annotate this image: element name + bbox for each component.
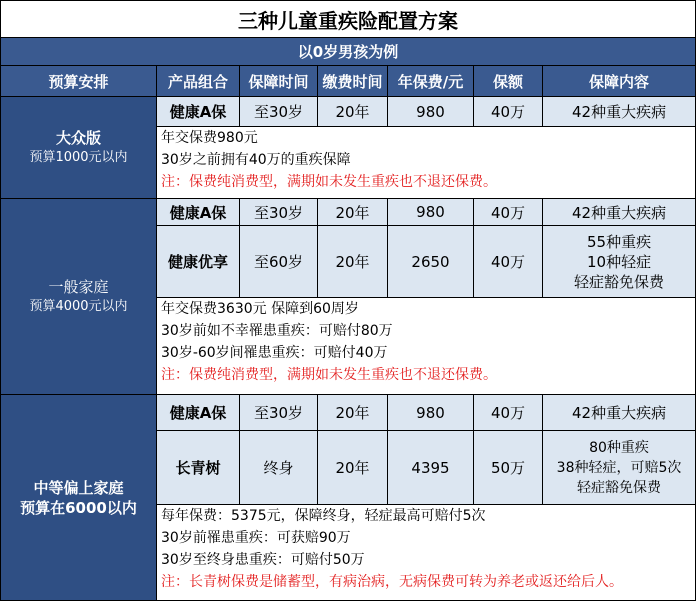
product-amount: 50万 (474, 431, 543, 505)
product-premium: 980 (388, 199, 474, 226)
header-product: 产品组合 (157, 66, 240, 97)
product-premium: 980 (388, 395, 474, 431)
product-premium: 980 (388, 97, 474, 127)
header-term: 保障时间 (240, 66, 318, 97)
product-premium: 4395 (388, 431, 474, 505)
product-pay: 20年 (318, 431, 388, 505)
plan-budget: 预算1000元以内 (29, 149, 128, 165)
product-name: 健康A保 (157, 395, 240, 431)
plan-label (1, 199, 157, 395)
product-coverage: 42种重大疾病 (543, 395, 696, 431)
product-term: 至30岁 (240, 199, 318, 226)
table-row (1, 97, 696, 127)
coverage-line: 轻症豁免保费 (577, 479, 662, 496)
header-premium: 年保费/元 (388, 66, 474, 97)
header-budget: 预算安排 (1, 66, 157, 97)
plan-label (1, 395, 157, 601)
product-coverage (543, 431, 696, 505)
product-coverage: 42种重大疾病 (543, 199, 696, 226)
table-row (1, 199, 696, 226)
plan-notes (157, 298, 696, 395)
product-amount: 40万 (474, 97, 543, 127)
coverage-line: 80种重疾 (589, 439, 649, 456)
product-term: 至30岁 (240, 97, 318, 127)
plan-budget: 预算4000元以内 (29, 298, 128, 314)
header-coverage: 保障内容 (543, 66, 696, 97)
plan-name: 中等偏上家庭 (33, 478, 124, 497)
product-term: 终身 (240, 431, 318, 505)
product-pay: 20年 (318, 226, 388, 298)
note-line: 30岁前罹患重疾：可获赔90万 (161, 530, 351, 546)
product-amount: 40万 (474, 395, 543, 431)
coverage-line: 38种轻症，可赔5次 (556, 459, 682, 476)
note-line: 30岁前如不幸罹患重疾：可赔付80万 (161, 323, 393, 339)
product-pay: 20年 (318, 97, 388, 127)
product-coverage (543, 226, 696, 298)
coverage-line: 轻症豁免保费 (574, 272, 665, 291)
product-coverage: 42种重大疾病 (543, 97, 696, 127)
subtitle: 以0岁男孩为例 (1, 38, 696, 66)
note-line: 年交保费3630元 保障到60周岁 (161, 301, 359, 317)
product-term: 至60岁 (240, 226, 318, 298)
product-premium: 2650 (388, 226, 474, 298)
product-name: 健康A保 (157, 199, 240, 226)
plan-name: 大众版 (55, 128, 101, 147)
product-name: 健康A保 (157, 97, 240, 127)
warning-note: 注：长青树保费是储蓄型，有病治病，无病保费可转为养老或返还给后人。 (161, 574, 623, 590)
table-row (1, 395, 696, 431)
product-name: 健康优享 (157, 226, 240, 298)
note-line: 30岁之前拥有40万的重疾保障 (161, 152, 351, 168)
plan-notes (157, 505, 696, 601)
product-pay: 20年 (318, 199, 388, 226)
coverage-line: 55种重疾 (586, 232, 652, 251)
product-amount: 40万 (474, 226, 543, 298)
plan-budget: 预算在6000以内 (20, 498, 137, 517)
note-line: 年交保费980元 (161, 130, 258, 146)
product-pay: 20年 (318, 395, 388, 431)
warning-note: 注：保费纯消费型，满期如未发生重疾也不退还保费。 (161, 367, 497, 383)
plan-notes (157, 127, 696, 199)
product-amount: 40万 (474, 199, 543, 226)
note-line: 30岁-60岁间罹患重疾：可赔付40万 (161, 345, 388, 361)
warning-note: 注：保费纯消费型，满期如未发生重疾也不退还保费。 (161, 174, 497, 190)
plan-name: 一般家庭 (48, 277, 109, 296)
header-amount: 保额 (474, 66, 543, 97)
product-name: 长青树 (157, 431, 240, 505)
note-line: 每年保费：5375元，保障终身，轻症最高可赔付5次 (161, 508, 486, 524)
note-line: 30岁至终身患重疾：可赔付50万 (161, 552, 365, 568)
header-pay: 缴费时间 (318, 66, 388, 97)
coverage-line: 10种轻症 (586, 252, 652, 271)
product-term: 至30岁 (240, 395, 318, 431)
header-row (1, 66, 696, 97)
page-title: 三种儿童重疾险配置方案 (1, 1, 696, 38)
plan-label (1, 97, 157, 199)
